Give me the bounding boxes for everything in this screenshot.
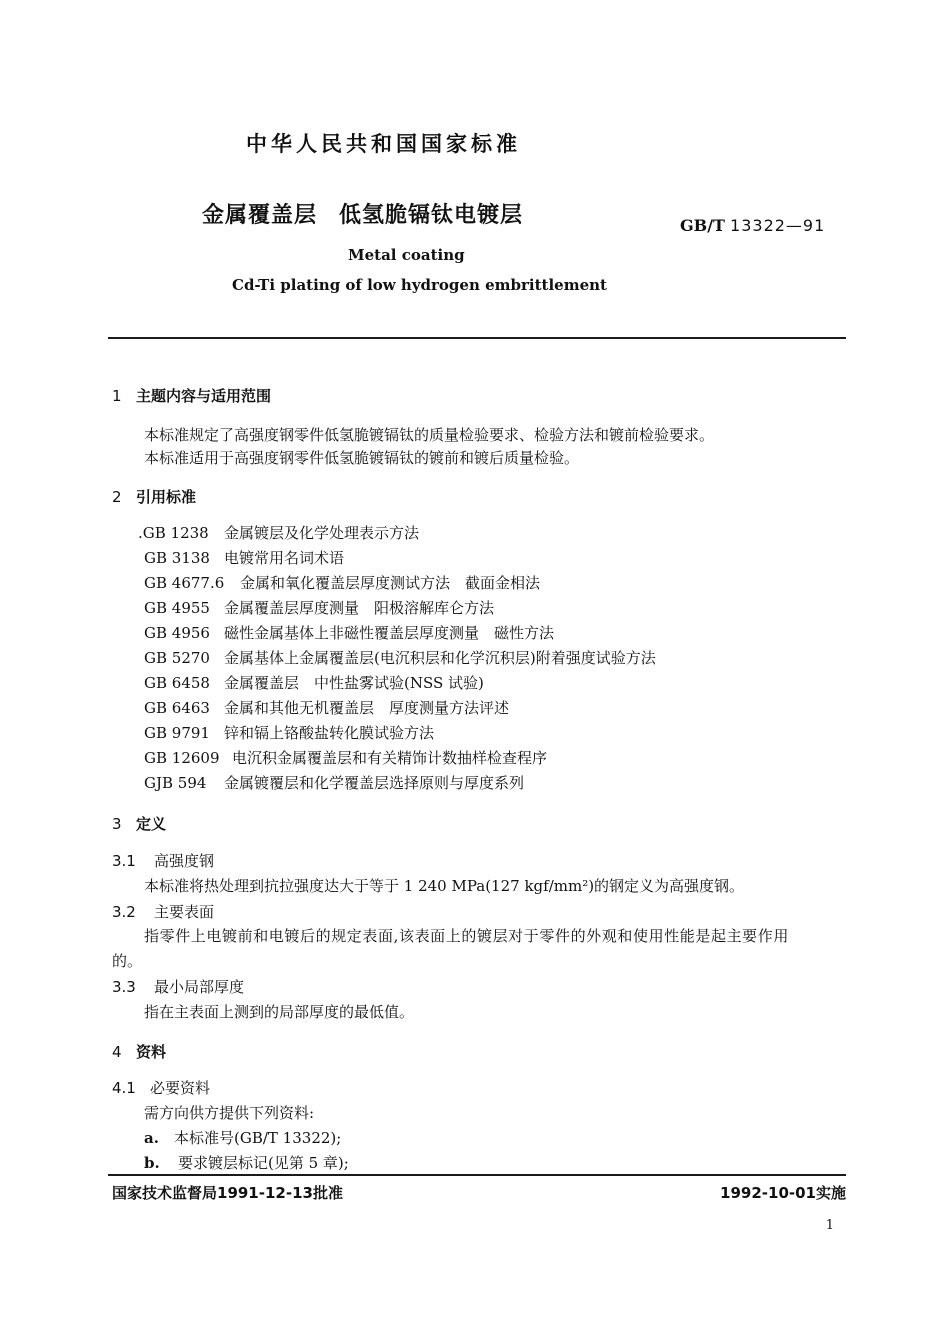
reference-code: .GB 1238: [138, 524, 209, 542]
subsection-heading: [112, 1077, 210, 1098]
definition-term: [112, 976, 244, 997]
section2-heading: [112, 486, 196, 507]
standard-number-prefix: GB/T: [680, 216, 725, 235]
reference-item: [144, 672, 484, 693]
title-cn: [202, 198, 523, 229]
reference-code: GB 6463: [144, 699, 210, 717]
definition-number: 3.1: [112, 852, 136, 870]
footer-rule: [108, 1174, 846, 1176]
reference-title: 磁性金属基体上非磁性覆盖层厚度测量 磁性方法: [224, 624, 555, 642]
national-standard-heading: 中华人民共和国国家标准: [246, 132, 521, 156]
definition-number: 3.2: [112, 903, 136, 921]
section3-heading: [112, 813, 166, 834]
reference-item: [144, 747, 547, 768]
reference-title: 电沉积金属覆盖层和有关精饰计数抽样检查程序: [232, 749, 548, 767]
subsection-number: 4.1: [112, 1079, 136, 1097]
reference-code: GB 4677.6: [144, 574, 225, 592]
definition-text: 本标准将热处理到抗拉强度达大于等于 1 240 MPa(127 kgf/mm²)的钢定义为高强度钢。: [144, 877, 745, 895]
reference-item: [144, 572, 540, 593]
approval-line: 国家技术监督局1991-12-13批准: [112, 1184, 343, 1202]
subsection-title: 必要资料: [150, 1079, 211, 1097]
list-marker: b.: [144, 1154, 160, 1172]
definition-term: [112, 850, 214, 871]
definition-number: 3.3: [112, 978, 136, 996]
section4-number: 4: [112, 1043, 122, 1061]
definition-term-label: 主要表面: [154, 903, 215, 921]
section1-number: 1: [112, 387, 122, 405]
requirement-intro: 需方向供方提供下列资料:: [144, 1104, 315, 1122]
definition-text: 指零件上电镀前和电镀后的规定表面,该表面上的镀层对于零件的外观和使用性能是起主要作用: [144, 927, 789, 945]
reference-item: [144, 622, 554, 643]
reference-item: [144, 722, 434, 743]
standard-number-value: 13322—91: [730, 216, 826, 235]
list-marker: a.: [144, 1129, 159, 1147]
standard-number: [680, 216, 825, 235]
definition-text-continued: 的。: [112, 952, 143, 970]
section1-para2: 本标准适用于高强度钢零件低氢脆镀镉钛的镀前和镀后质量检验。: [144, 449, 580, 467]
title-en-line2: Cd-Ti plating of low hydrogen embrittlement: [232, 276, 607, 294]
reference-item: [144, 697, 509, 718]
reference-title: 金属覆盖层 中性盐雾试验(NSS 试验): [224, 674, 484, 692]
effective-date: 1992-10-01实施: [720, 1184, 846, 1202]
list-item: [144, 1127, 341, 1148]
reference-item: [144, 547, 344, 568]
reference-item: [144, 772, 524, 793]
reference-title: 金属和氧化覆盖层厚度测试方法 截面金相法: [240, 574, 541, 592]
reference-title: 电镀常用名词术语: [224, 549, 345, 567]
section2-number: 2: [112, 488, 122, 506]
definition-text: 指在主表面上测到的局部厚度的最低值。: [144, 1003, 415, 1021]
section1-para1: 本标准规定了高强度钢零件低氢脆镀镉钛的质量检验要求、检验方法和镀前检验要求。: [144, 426, 715, 444]
list-text: 要求镀层标记(见第 5 章);: [178, 1154, 349, 1172]
section3-title: 定义: [136, 815, 167, 833]
header-rule: [108, 337, 846, 339]
reference-title: 锌和镉上铬酸盐转化膜试验方法: [224, 724, 435, 742]
definition-term: [112, 901, 214, 922]
reference-title: 金属镀层及化学处理表示方法: [224, 524, 420, 542]
section4-title: 资料: [136, 1043, 167, 1061]
title-cn-part1: 金属覆盖层: [202, 203, 318, 228]
reference-code: GB 3138: [144, 549, 210, 567]
reference-item: [144, 597, 494, 618]
section1-title: 主题内容与适用范围: [136, 387, 272, 405]
reference-code: GJB 594: [144, 774, 207, 792]
reference-title: 金属和其他无机覆盖层 厚度测量方法评述: [224, 699, 510, 717]
section3-number: 3: [112, 815, 122, 833]
section4-heading: [112, 1041, 166, 1062]
definition-term-label: 最小局部厚度: [154, 978, 245, 996]
title-cn-part2: 低氢脆镉钛电镀层: [339, 203, 524, 228]
reference-code: GB 6458: [144, 674, 210, 692]
reference-code: GB 12609: [144, 749, 220, 767]
list-item: [144, 1152, 349, 1173]
list-text: 本标准号(GB/T 13322);: [174, 1129, 342, 1147]
page-number: 1: [825, 1218, 834, 1233]
title-en-line1: Metal coating: [348, 246, 465, 264]
reference-code: GB 4956: [144, 624, 210, 642]
reference-code: GB 5270: [144, 649, 210, 667]
reference-code: GB 9791: [144, 724, 210, 742]
reference-item: [138, 522, 419, 543]
section2-title: 引用标准: [136, 488, 197, 506]
definition-term-label: 高强度钢: [154, 852, 215, 870]
reference-title: 金属覆盖层厚度测量 阳极溶解库仑方法: [224, 599, 495, 617]
reference-title: 金属镀覆层和化学覆盖层选择原则与厚度系列: [224, 774, 525, 792]
section1-heading: [112, 385, 271, 406]
reference-title: 金属基体上金属覆盖层(电沉积层和化学沉积层)附着强度试验方法: [224, 649, 656, 667]
reference-item: [144, 647, 656, 668]
reference-code: GB 4955: [144, 599, 210, 617]
